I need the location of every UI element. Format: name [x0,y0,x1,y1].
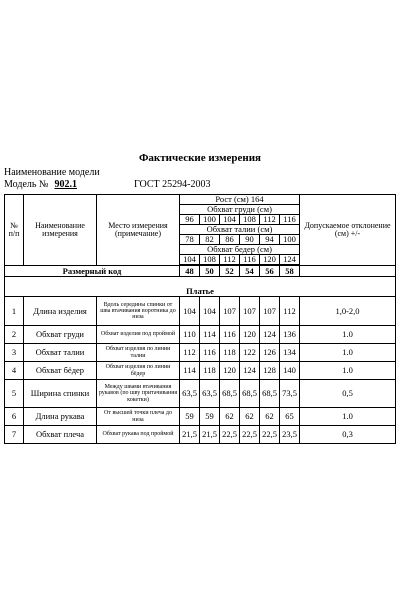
measurement-value: 136 [280,326,300,344]
table-row [5,408,396,426]
measurement-name: Обхват бёдер [24,362,97,380]
measurement-value: 118 [220,344,240,362]
measurement-value: 21,5 [200,426,220,444]
chest-value: 104 [220,215,240,225]
measurement-value: 118 [200,362,220,380]
measurement-name: Ширина спинки [24,380,97,408]
table-row [5,297,396,326]
hip-value: 112 [220,255,240,265]
tolerance-value: 1.0 [300,344,396,362]
measurement-value: 107 [260,297,280,326]
measurement-value: 62 [260,408,280,426]
measurement-value: 126 [260,344,280,362]
measurement-value: 68,5 [240,380,260,408]
model-number-line [4,179,211,190]
header-row-height [5,195,396,205]
header-tolerance: Допускаемое отклонение (см) +/- [300,195,396,266]
measurement-place: От высшей точки плеча до низа [97,408,180,426]
row-number: 4 [5,362,24,380]
measurement-value: 112 [180,344,200,362]
measurement-value: 22,5 [240,426,260,444]
measurement-place: Обхват изделия под проймой [97,326,180,344]
header-chest: Обхват груди (см) [180,205,300,215]
measurement-value: 22,5 [260,426,280,444]
measurement-value: 21,5 [180,426,200,444]
waist-value: 94 [260,235,280,245]
header-number: № п/п [5,195,24,266]
table-row [5,426,396,444]
measurement-value: 110 [180,326,200,344]
chest-value: 100 [200,215,220,225]
measurement-value: 68,5 [220,380,240,408]
chest-value: 108 [240,215,260,225]
measurement-name: Обхват талии [24,344,97,362]
gost-standard: ГОСТ 25294-2003 [134,179,211,190]
model-number-label: Модель № [4,179,49,190]
header-waist: Обхват талии (см) [180,225,300,235]
measurement-name: Длина изделия [24,297,97,326]
measurement-value: 59 [180,408,200,426]
header-measurement-name: Наименование измерения [24,195,97,266]
measurement-value: 124 [240,362,260,380]
waist-value: 82 [200,235,220,245]
row-number: 2 [5,326,24,344]
tolerance-value: 1.0 [300,362,396,380]
measurement-value: 104 [200,297,220,326]
waist-value: 86 [220,235,240,245]
table-row [5,326,396,344]
measurement-place: Вдоль середины спинки от шва втачивания воротника до низа [97,297,180,326]
model-name-label: Наименование модели [4,167,100,178]
table-row [5,380,396,408]
hip-value: 116 [240,255,260,265]
chest-value: 112 [260,215,280,225]
hip-value: 108 [200,255,220,265]
hip-value: 124 [280,255,300,265]
tolerance-value: 0,3 [300,426,396,444]
row-number: 6 [5,408,24,426]
measurement-value: 63,5 [180,380,200,408]
size-code-row [5,266,396,277]
waist-value: 90 [240,235,260,245]
measurement-value: 62 [240,408,260,426]
section-title: Платье [5,277,396,297]
measurement-name: Обхват груди [24,326,97,344]
measurement-value: 116 [220,326,240,344]
table-row [5,344,396,362]
tolerance-value: 0,5 [300,380,396,408]
chest-value: 116 [280,215,300,225]
waist-value: 100 [280,235,300,245]
header-height: Рост (см) 164 [180,195,300,205]
size-value: 48 [180,266,200,277]
measurement-place: Обхват изделия по линии талии [97,344,180,362]
tolerance-value: 1.0 [300,408,396,426]
measurement-value: 68,5 [260,380,280,408]
section-row [5,277,396,297]
measurement-value: 59 [200,408,220,426]
measurement-value: 114 [180,362,200,380]
measurement-value: 62 [220,408,240,426]
page-title: Фактические измерения [138,152,262,164]
chest-value: 96 [180,215,200,225]
measurement-value: 114 [200,326,220,344]
size-value: 54 [240,266,260,277]
row-number: 3 [5,344,24,362]
size-value: 50 [200,266,220,277]
measurement-value: 140 [280,362,300,380]
row-number: 1 [5,297,24,326]
hip-value: 104 [180,255,200,265]
tolerance-value: 1,0-2,0 [300,297,396,326]
measurement-value: 107 [240,297,260,326]
measurements-table [4,194,396,444]
measurement-value: 120 [220,362,240,380]
size-value: 56 [260,266,280,277]
row-number: 5 [5,380,24,408]
tolerance-value: 1.0 [300,326,396,344]
measurement-value: 65 [280,408,300,426]
measurement-place: Между швами втачивания рукавов (по шву притачивания кокетки) [97,380,180,408]
measurement-name: Обхват плеча [24,426,97,444]
measurement-value: 22,5 [220,426,240,444]
measurement-value: 73,5 [280,380,300,408]
measurement-name: Длина рукава [24,408,97,426]
measurement-value: 134 [280,344,300,362]
model-number: 902.1 [54,179,77,190]
measurement-value: 128 [260,362,280,380]
measurement-value: 23,5 [280,426,300,444]
measurement-place: Обхват рукава под проймой [97,426,180,444]
waist-value: 78 [180,235,200,245]
size-value: 52 [220,266,240,277]
measurement-value: 104 [180,297,200,326]
measurement-value: 112 [280,297,300,326]
hip-value: 120 [260,255,280,265]
header-measurement-place: Место измерения (примечание) [97,195,180,266]
row-number: 7 [5,426,24,444]
header-hips: Обхват бедер (см) [180,245,300,255]
size-code-label: Размерный код [5,266,180,277]
measurement-place: Обхват изделия по линии бёдер [97,362,180,380]
measurement-value: 124 [260,326,280,344]
measurement-value: 107 [220,297,240,326]
measurement-value: 120 [240,326,260,344]
measurement-value: 63,5 [200,380,220,408]
measurement-value: 122 [240,344,260,362]
size-value: 58 [280,266,300,277]
measurement-value: 116 [200,344,220,362]
table-row [5,362,396,380]
